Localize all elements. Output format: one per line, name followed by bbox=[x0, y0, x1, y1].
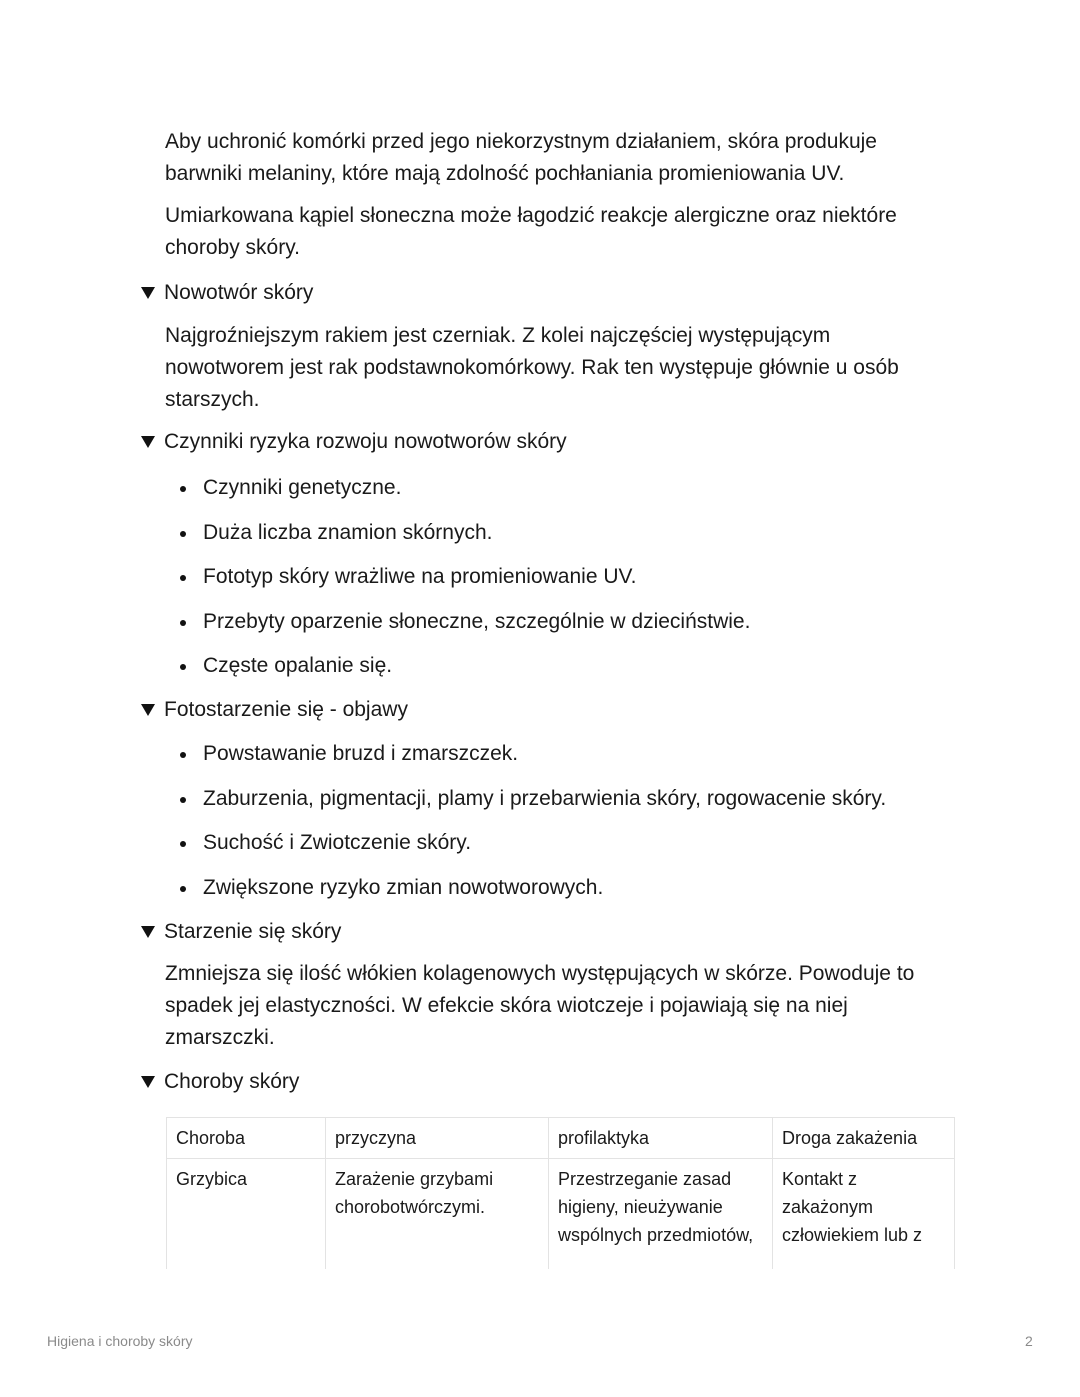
toggle-title: Czynniki ryzyka rozwoju nowotworów skóry bbox=[164, 430, 567, 453]
risk-factors-list bbox=[180, 473, 750, 696]
section-text-nowotwor: Najgroźniejszym rakiem jest czerniak. Z kolei najczęściej występującym nowotworem jest rak podstawnokomórkowy. Rak ten występuje głównie u osób starszych. bbox=[165, 324, 899, 411]
footer-document-title: Higiena i choroby skóry bbox=[47, 1333, 193, 1349]
list-item: Powstawanie bruzd i zmarszczek. bbox=[180, 739, 886, 784]
list-item: Fototyp skóry wrażliwe na promieniowanie UV. bbox=[180, 562, 750, 607]
triangle-down-icon bbox=[141, 704, 155, 716]
cell-choroba: Grzybica bbox=[167, 1159, 326, 1270]
list-item: Zwiększone ryzyko zmian nowotworowych. bbox=[180, 873, 886, 918]
list-item: Czynniki genetyczne. bbox=[180, 473, 750, 518]
toggle-title: Choroby skóry bbox=[164, 1070, 300, 1093]
toggle-czynniki-ryzyka[interactable] bbox=[141, 427, 567, 457]
header-cell-przyczyna: przyczyna bbox=[326, 1118, 549, 1159]
toggle-starzenie-skory[interactable] bbox=[141, 917, 341, 947]
section-text-starzenie: Zmniejsza się ilość włókien kolagenowych występujących w skórze. Powoduje to spadek jej elastyczności. W efekcie skóra wiotczeje i pojawiają się na niej zmarszczki. bbox=[165, 962, 915, 1049]
cell-droga-zakazenia: Kontakt z zakażonym człowiekiem lub z bbox=[773, 1159, 955, 1270]
table-header-row bbox=[167, 1118, 955, 1159]
toggle-title: Nowotwór skóry bbox=[164, 281, 314, 304]
toggle-choroby-skory[interactable] bbox=[141, 1067, 299, 1097]
list-item: Duża liczba znamion skórnych. bbox=[180, 518, 750, 563]
triangle-down-icon bbox=[141, 287, 155, 299]
skin-diseases-table bbox=[166, 1117, 955, 1269]
toggle-title: Fotostarzenie się - objawy bbox=[164, 698, 408, 721]
footer-page-number: 2 bbox=[1025, 1333, 1033, 1349]
toggle-fotostarzenie[interactable] bbox=[141, 695, 408, 725]
list-item: Suchość i Zwiotczenie skóry. bbox=[180, 828, 886, 873]
toggle-nowotwor-skory[interactable] bbox=[141, 278, 313, 308]
triangle-down-icon bbox=[141, 436, 155, 448]
triangle-down-icon bbox=[141, 926, 155, 938]
photoaging-symptoms-list bbox=[180, 739, 886, 917]
table-clip-region bbox=[0, 1100, 1080, 1269]
list-item: Częste opalanie się. bbox=[180, 651, 750, 696]
list-item: Zaburzenia, pigmentacji, plamy i przebarwienia skóry, rogowacenie skóry. bbox=[180, 784, 886, 829]
cell-profilaktyka: Przestrzeganie zasad higieny, nieużywanie wspólnych przedmiotów, bbox=[549, 1159, 773, 1270]
intro-paragraph-melanin: Aby uchronić komórki przed jego niekorzystnym działaniem, skóra produkuje barwniki melaniny, które mają zdolność pochłaniania promieniowania UV. bbox=[165, 130, 877, 185]
triangle-down-icon bbox=[141, 1076, 155, 1088]
intro-paragraph-sunbath: Umiarkowana kąpiel słoneczna może łagodzić reakcje alergiczne oraz niektóre choroby skóry. bbox=[165, 204, 897, 259]
header-cell-droga-zakazenia: Droga zakażenia bbox=[773, 1118, 955, 1159]
header-cell-profilaktyka: profilaktyka bbox=[549, 1118, 773, 1159]
header-cell-choroba: Choroba bbox=[167, 1118, 326, 1159]
list-item: Przebyty oparzenie słoneczne, szczególnie w dzieciństwie. bbox=[180, 607, 750, 652]
table-row bbox=[167, 1159, 955, 1270]
toggle-title: Starzenie się skóry bbox=[164, 920, 342, 943]
cell-przyczyna: Zarażenie grzybami chorobotwórczymi. bbox=[326, 1159, 549, 1270]
